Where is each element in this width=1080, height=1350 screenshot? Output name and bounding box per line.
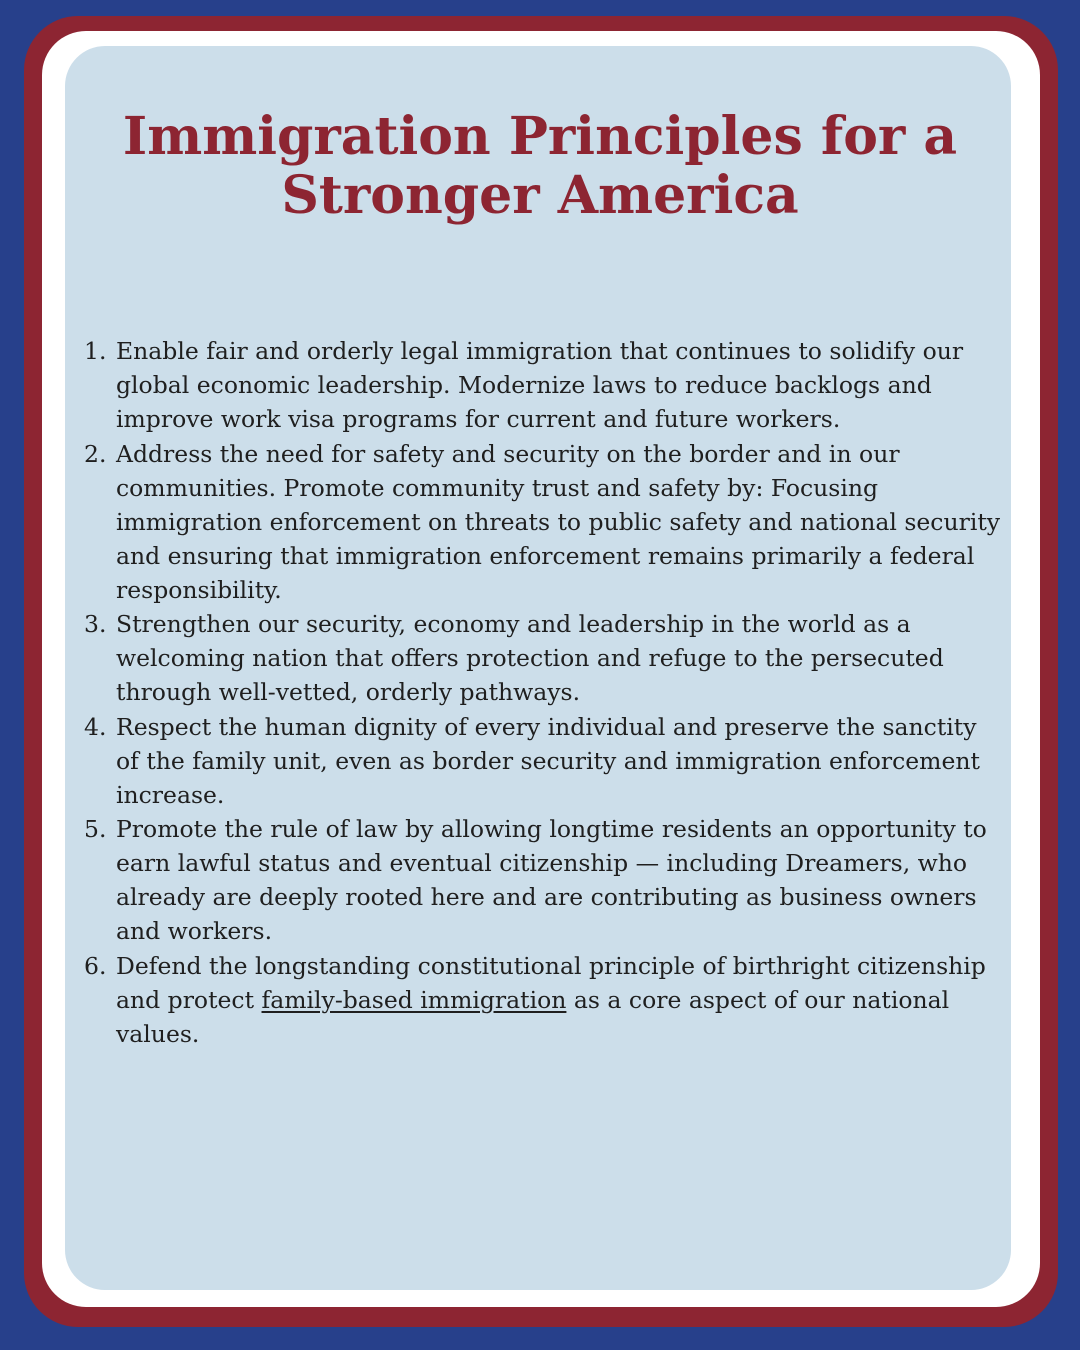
list-item-number: 1. bbox=[84, 337, 107, 365]
list-item-text: Respect the human dignity of every individual and preserve the sanctity of the family unit, even as border security and immigration enforcement increase. bbox=[116, 712, 980, 809]
list-item-text bbox=[116, 949, 1004, 1051]
list-item bbox=[84, 607, 1004, 709]
list-item-number: 2. bbox=[84, 439, 107, 468]
list-item bbox=[84, 812, 1004, 948]
list-item bbox=[84, 710, 1004, 812]
list-item-number: 4. bbox=[84, 712, 107, 741]
list-item bbox=[84, 949, 1004, 1051]
list-item-text: Promote the rule of law by allowing longtime residents an opportunity to earn lawful status and eventual citizenship — including Dreamers, who already are deeply rooted here and are contributing as business owners and workers. bbox=[116, 815, 987, 946]
list-item bbox=[84, 334, 1004, 436]
list-item bbox=[84, 437, 1004, 607]
list-item-number: 6. bbox=[84, 951, 107, 980]
list-item-text-start: Defend the longstanding constitutional principle of birthright citizenship and protect bbox=[116, 951, 986, 1014]
family-based-immigration-link[interactable]: family-based immigration bbox=[261, 985, 567, 1014]
list-item-text: Enable fair and orderly legal immigration that continues to solidify our global economic leadership. Modernize laws to reduce backlogs and improve work visa programs for current and future workers. bbox=[116, 337, 964, 433]
list-item-text: Strengthen our security, economy and leadership in the world as a welcoming nation that offers protection and refuge to the persecuted through well-vetted, orderly pathways. bbox=[116, 610, 944, 707]
page-title: Immigration Principles for a Stronger America bbox=[122, 106, 958, 226]
list-item-text-end: as a core aspect of our national values. bbox=[116, 985, 950, 1048]
list-item-number: 5. bbox=[84, 815, 107, 844]
list-item-number: 3. bbox=[84, 610, 107, 639]
principles-list bbox=[84, 334, 1004, 1052]
list-item-text: Address the need for safety and security on the border and in our communities. Promote community trust and safety by: Focusing immigration enforcement on threats to public safety and national security and ensuring that immigration enforcement remains primarily a federal responsibility. bbox=[116, 439, 1001, 604]
